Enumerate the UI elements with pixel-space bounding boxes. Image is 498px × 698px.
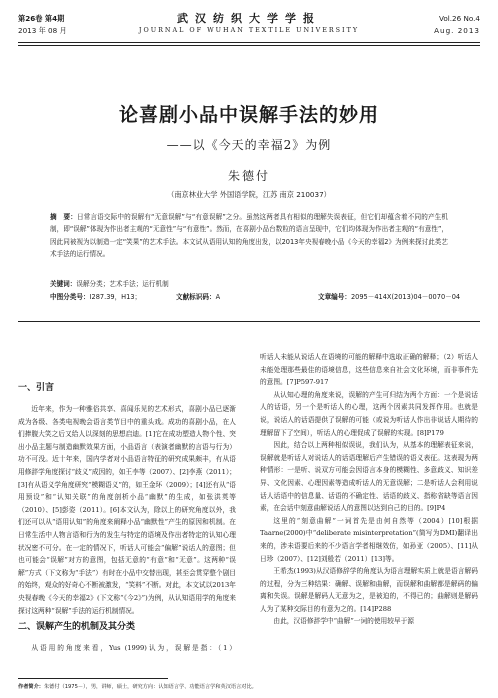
- header-rule-thin: [18, 45, 480, 46]
- keywords-text: 误解分类；艺术手法；运行机制: [76, 280, 169, 288]
- keywords-label: 关键词：: [50, 280, 77, 288]
- author-affiliation: （南京林业大学 外国语学院，江苏 南京 210037）: [167, 190, 331, 199]
- body-column-right: [260, 351, 478, 628]
- section-heading-intro: 一、引言: [18, 383, 55, 393]
- section-rule: [18, 321, 480, 322]
- intro-paragraph: 近年来，作为一种雅俗共享、喜闻乐见的艺术形式，喜剧小品已逐渐成为各级、各类电视晚会语言类节目中的重头戏。成功的喜剧小品，在人们捧腹大笑之后又给人以深刻的思想启迪。[1]它在成功塑造人物个性、突出小品主题与制造幽默效果方面，小品语言（表演者幽默的言语与行为）功不可没。近十年来，国内学者对小品语言特征的研究成果颇丰，有从语用修辞学角度探讨“歧义”成因的，如王李等（2007）、[2]李燕（2011）；[3]有从语义学角度研究“模糊语义”的，如王金环（2009）；[4]还有从“语用预设”和“认知关联”的角度剖析小品“幽默”的生成，如张洪英等（2010）、[5]彭姿（2011）。[6]本文认为，除以上的研究角度以外，我们还可以从“语用认知”的角度来阐释小品“幽默性”产生的原因和机制。在日常生活中人物言语和行为的发生与特定的语境及作出者特定的认知心理状况密不可分。在一定的情况下，听话人可能会“偏解”说话人的意图；但也可能会“误解”对方的意图，包括无意的“有意”和“无意”。这两种“误解”方式（下文称为“手法”）有时在小品中交替出现，甚至会贯穿整个剧目的始终，观众的好奇心不断被激发，“笑料”不断。对此，本文试以2013年央视春晚《今天的幸福2》(下文称“《今2》”)为例，从认知语用学的角度来探讨这两种“误解”手法的运行机制情况。: [18, 405, 236, 615]
- body-column-left: [18, 378, 236, 655]
- running-header: [18, 6, 480, 40]
- metadata-block: [50, 278, 461, 304]
- header-rule: [18, 42, 480, 43]
- journal-title-en: JOURNAL OF WUHAN TEXTILE UNIVERSITY: [138, 26, 360, 34]
- rhetoric-paragraph: 王希杰(1993)从汉语修辞学的角度认为语言理解实质上就是语言解码的过程，分为三种结果：确解、误解和曲解，而误解和曲解都是解码的偏离和失误。误解是解码人无意为之，是被迫的，不得已的；曲解则是解码人为了某种交际目的有意为之的。[14]P288: [260, 567, 478, 613]
- continued-paragraph: 听话人未能从说话人在语境的可能的解释中选取正确的解释；（2）听话人未能处理那些最佳的语境信息，这些信息来自社会文化环境，而非事件先的意图。[7]P597-917: [260, 353, 478, 387]
- classification-row: [50, 291, 461, 304]
- footnote-label: 作者简介：: [18, 684, 44, 690]
- mechanism-paragraph: 从语用的角度来看，Yus (1999)认为，误解是指：（1）: [31, 644, 236, 653]
- date-en: Aug. 2013: [434, 26, 480, 35]
- article-no-value: 2095－414X(2013)04－0070－04: [350, 293, 461, 301]
- abstract-text: 日常言语交际中的误解有“无意误解”与“有意误解”之分。虽然这两者具有相似的理解失误表征，但它们却蕴含着不同的产生机制，即“误解”体现为作出者主观的“无意性”与“有意性”。然而，在喜剧小品台数粒的语言呈现中，它们均体现为作出者主观的“有意性”，因此同被视为以制造一定“笑果”的艺术手法。本文试从语用认知的角度出发，以2013年央视春晚小品《今天的幸福2》为例来探讨此类艺术手法的运行情况。: [50, 213, 449, 258]
- doc-code-value: A: [215, 293, 221, 301]
- abstract-label: 摘 要：: [50, 213, 77, 221]
- abstract: [50, 211, 448, 260]
- doc-code-label: 文献标识码：: [176, 293, 216, 301]
- volume-en: Vol.26 No.4: [439, 14, 480, 23]
- paper-title: 论喜剧小品中误解手法的妙用: [118, 104, 379, 126]
- section-heading-mechanism: 二、误解产生的机制及其分类: [18, 622, 136, 633]
- author-name: 朱德付: [227, 169, 270, 183]
- clc-value: I287.39，H13；: [89, 293, 142, 301]
- article-no-label: 文章编号：: [318, 293, 351, 301]
- definition-paragraph: 因此，结合以上两种相似误说，我们认为，从基本的理解表征来说，误解就是听话人对说话人的话语理解后产生错误的语义表征。这表现为两种情形：一是听、说双方可能会因语言本身的模糊性、多意歧义、知识差异、文化因素、心理因素等造成听话人的无意误解；二是听话人会利用说话人话语中的信息量、话语的不确定性、话语的歧义、指称省缺等语言因素，在会话中刻意曲解说话人的意图以达到自己的目的。[9]P4: [260, 441, 478, 513]
- journal-title-cn: 武汉纺织大学学报: [177, 12, 321, 25]
- term-origin-paragraph: 这里的“刻意曲解”一词首先是由何自然等（2004）[10]根据Taarne(2000)中“deliberate misinterpretation”(简写为DMI)翻译出来的，涉未语要后来的不少语言学者相继效仿，如孙亚（2005）、[11]从日珍（2007）、[12]刘般若（2011）[13]等。: [260, 516, 478, 563]
- footnote-rule: [18, 678, 168, 679]
- cognitive-paragraph: 从认知心理的角度来说，误解的产生可归结为两个方面：一个是说话人的话语，另一个是听话人的心理，这两个因素共同发挥作用。也就是说，说话人的话语提供了误解的可能（或说为听话人作出非说话人期待的理解留下了空间），听话人的心理促成了误解的实现。[8]P179: [260, 390, 478, 437]
- author-footnote: [18, 683, 480, 690]
- volume-cn: 第26卷 第4期: [18, 14, 65, 23]
- paper-subtitle: ——以《今天的幸福2》为例: [166, 138, 332, 152]
- clc-label: 中图分类号：: [50, 293, 90, 301]
- closing-paragraph: 由此，汉语修辞学中“曲解”一词的使用较早于源: [273, 617, 414, 626]
- keywords-row: [50, 278, 448, 291]
- footnote-text: 朱德付（1975－），男，讲师，硕士，研究方向：认知语言学、功能语言学和英汉语言对比。: [43, 684, 257, 690]
- date-cn: 2013 年 08 月: [18, 26, 67, 35]
